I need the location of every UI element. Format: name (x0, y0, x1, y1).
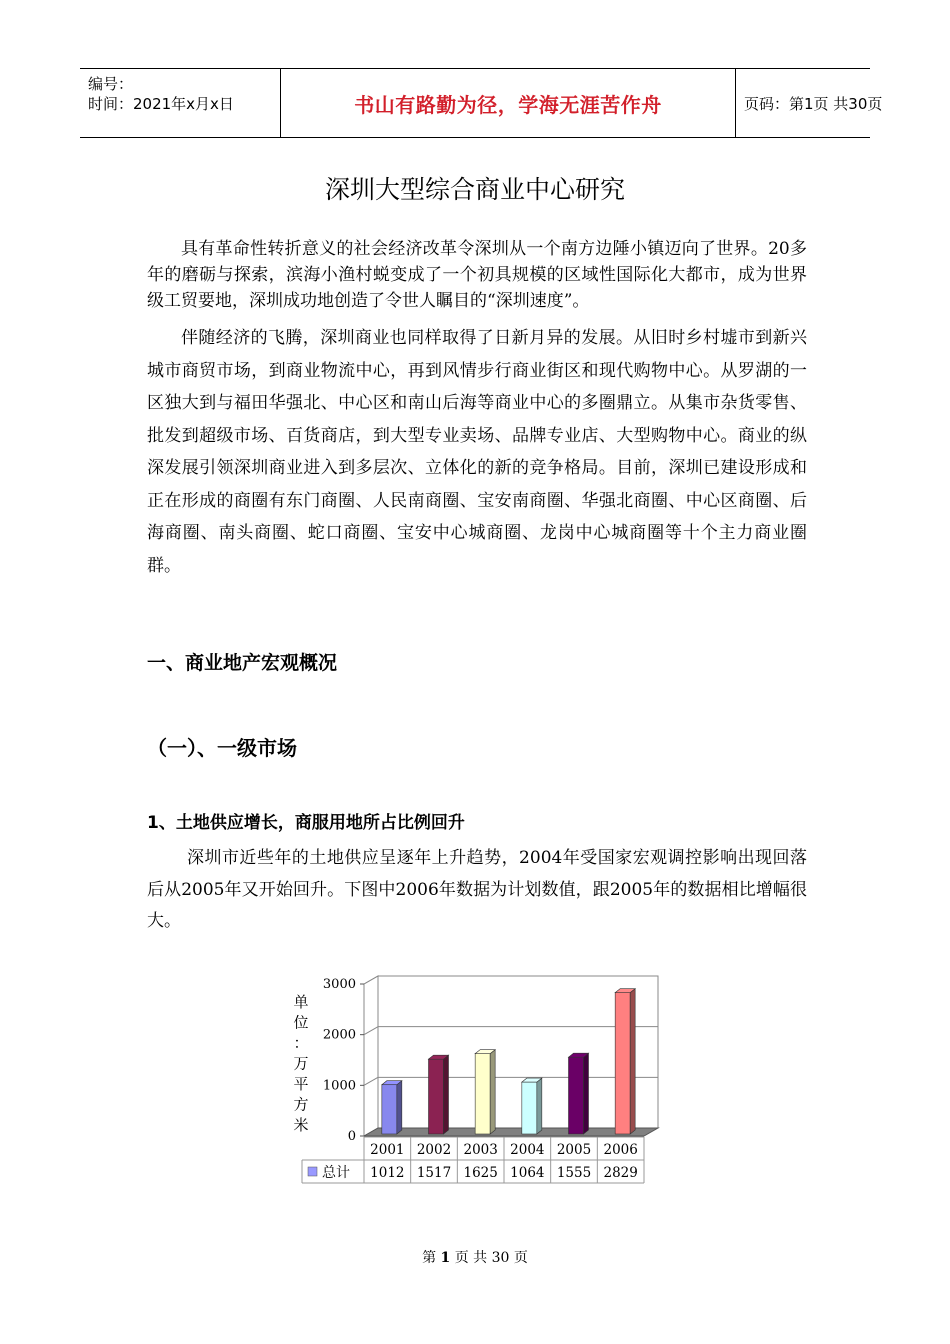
chart-y-tick-label: 1000 (322, 1078, 356, 1094)
footer-pre: 第 (422, 1250, 437, 1266)
chart-y-tick-label: 0 (347, 1129, 356, 1144)
page-info-cell (736, 69, 883, 137)
document-header (80, 68, 883, 138)
intro-paragraph-2: 伴随经济的飞腾，深圳商业也同样取得了日新月异的发展。从旧时乡村墟市到新兴城市商贸市场，到商业物流中心，再到风情步行商业街区和现代购物中心。从罗湖的一区独大到与福田华强北、中心区和南山后海等商业中心的多圈鼎立。从集市杂货零售、批发到超级市场、百货商店，到大型专业卖场、品牌专业店、大型购物中心。商业的纵深发展引领深圳商业进入到多层次、立体化的新的竞争格局。目前，深圳已建设形成和正在形成的商圈有东门商圈、人民南商圈、宝安南商圈、华强北商圈、中心区商圈、后海商圈、南头商圈、蛇口商圈、宝安中心城商圈、龙岗中心城商圈等十个主力商业圈群。 (147, 328, 807, 576)
chart-bar-front (615, 993, 630, 1134)
chart-floor (364, 1128, 658, 1136)
document-title: 深圳大型综合商业中心研究 (324, 175, 625, 204)
chart-data-label: 1064 (510, 1165, 545, 1181)
chart-bar (522, 1078, 542, 1134)
chart-bar (382, 1081, 402, 1134)
number-label: 编号： (88, 75, 134, 93)
chart-x-tick-label: 2004 (510, 1142, 545, 1158)
chart-bar-front (382, 1085, 397, 1134)
section-heading: 一、商业地产宏观概况 (147, 652, 338, 674)
footer-mid: 页 共 (454, 1250, 488, 1266)
chart-bar (429, 1055, 449, 1134)
chart-bar-front (569, 1057, 584, 1134)
page-info: 页码：第1页 共30页 (744, 94, 883, 113)
chart-y-label-char: 单 (293, 993, 309, 1011)
motto-cell (280, 69, 736, 137)
chart-y-label-char: 米 (293, 1116, 309, 1134)
chart-y-label-char: 万 (293, 1054, 309, 1073)
land-supply-bar-chart (280, 965, 680, 1190)
chart-y-ticks (323, 977, 364, 1144)
chart-bar-side (444, 1055, 449, 1134)
chart-data-label: 1555 (556, 1165, 592, 1181)
chart-y-tick-label: 2000 (322, 1027, 356, 1043)
chart-bar-front (475, 1054, 490, 1134)
chart-x-tick-label: 2005 (556, 1142, 592, 1158)
chart-bar-side (490, 1050, 495, 1134)
chart-x-tick-label: 2002 (416, 1142, 452, 1158)
footer-page-number: 1 (440, 1250, 451, 1266)
motto-text: 书山有路勤为径，学海无涯苦作舟 (354, 92, 662, 117)
footer-total-pages: 30 (491, 1250, 510, 1266)
chart-y-label-char: 位 (293, 1013, 309, 1032)
chart-bar-side (630, 989, 635, 1134)
chart-y-label (293, 993, 308, 1134)
chart-y-label-char: 平 (293, 1075, 309, 1093)
time-label: 时间：2021年x月x日 (88, 95, 234, 113)
chart-bar-front (429, 1059, 444, 1134)
chart-bar (615, 989, 635, 1134)
chart-data-label: 1625 (463, 1165, 498, 1181)
chart-bar (475, 1050, 495, 1134)
chart-bar-side (584, 1053, 589, 1134)
chart-y-label-char: ： (293, 1034, 309, 1052)
page-footer (0, 1247, 950, 1267)
chart-legend-swatch (308, 1167, 317, 1176)
chart-x-tick-label: 2006 (603, 1142, 638, 1158)
chart-x-tick-label: 2001 (370, 1142, 405, 1158)
chart-legend-label: 总计 (322, 1165, 350, 1181)
intro-paragraph-1: 具有革命性转折意义的社会经济改革令深圳从一个南方边陲小镇迈向了世界。20多年的磨砺与探索，滨海小渔村蜕变成了一个初具规模的区域性国际化大都市，成为世界级工贸要地，深圳成功地创造了令世人瞩目的“深圳速度”。 (147, 239, 807, 311)
chart-bar (569, 1053, 589, 1134)
chart-bar-front (522, 1082, 537, 1134)
chart-data-label: 1012 (370, 1165, 405, 1181)
chart-plot-area (364, 976, 658, 1136)
chart-bar-side (537, 1078, 542, 1134)
chart-side-wall (364, 976, 378, 1136)
land-supply-paragraph: 深圳市近些年的土地供应呈逐年上升趋势，2004年受国家宏观调控影响出现回落后从2005年又开始回升。下图中2006年数据为计划数值，跟2005年的数据相比增幅很大。 (147, 848, 807, 931)
chart-y-tick-label: 3000 (322, 977, 356, 992)
chart-y-label-char: 方 (293, 1095, 309, 1114)
chart-bar-side (397, 1081, 402, 1134)
subsection-heading: （一）、一级市场 (147, 736, 297, 760)
chart-x-tick-label: 2003 (463, 1142, 498, 1158)
footer-post: 页 (513, 1250, 528, 1266)
header-meta-cell (80, 69, 280, 137)
topic-heading: 1、土地供应增长，商服用地所占比例回升 (147, 813, 465, 833)
chart-data-label: 2829 (603, 1165, 638, 1181)
chart-data-label: 1517 (416, 1165, 452, 1181)
